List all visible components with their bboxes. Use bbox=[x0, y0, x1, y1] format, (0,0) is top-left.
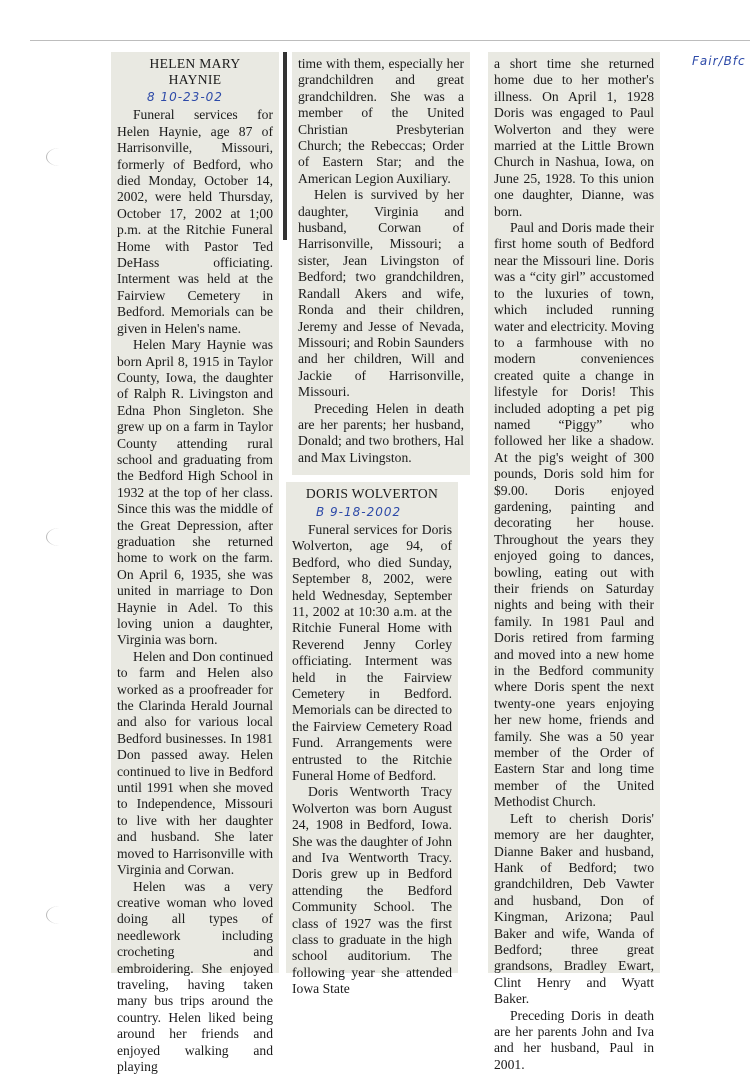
page-rule bbox=[30, 40, 750, 41]
obituary-paragraph: Helen and Don continued to farm and Helen also worked as a proofreader for the Clarinda Herald Journal and also for various local Bedford businesses. In 1981 Don passed away. Helen continued to live in Bedford until 1991 when she moved to Independence, Missouri to live with her daughter and husband. She later moved to Harrisonville with Virginia and Corwan. bbox=[117, 649, 273, 879]
obituary-paragraph: Helen is survived by her daughter, Virginia and husband, Corwan of Harrisonville, Missouri; a sister, Jean Livingston of Bedford; two grandchildren, Randall Akers and wife, Ronda and their children, Jeremy and Jesse of Nevada, Missouri; and Robin Saunders and her children, Will and Jackie of Harrisonville, Missouri. bbox=[298, 187, 464, 400]
obituary-paragraph: a short time she returned home due to her mother's illness. On April 1, 1928 Doris was engaged to Paul Wolverton and they were married at the Little Brown Church in Nashua, Iowa, on June 25, 1928. To this union one daughter, Dianne, was born. bbox=[494, 56, 654, 220]
handwritten-date: 8 10-23-02 bbox=[117, 89, 273, 105]
obituary-doris-column bbox=[286, 482, 458, 973]
column-divider bbox=[283, 52, 287, 240]
obituary-paragraph: Helen Mary Haynie was born April 8, 1915 in Taylor County, Iowa, the daughter of Ralph R. Livingston and Edna Phon Singleton. She grew up on a farm in Taylor County attending rural school and graduating from the Bedford High School in 1932 at the top of her class. Since this was the middle of the Great Depression, after graduation she returned home to work on the farm. On April 6, 1935, she was united in marriage to Don Haynie in Adel. To this loving union a daughter, Virginia was born. bbox=[117, 337, 273, 649]
obituary-paragraph: Doris Wentworth Tracy Wolverton was born August 24, 1908 in Bedford, Iowa. She was the daughter of John and Iva Wentworth Tracy. Doris grew up in Bedford attending the Bedford Community School. The class of 1927 was the first class to graduate in the high school auditorium. The following year she attended Iowa State bbox=[292, 784, 452, 997]
obituary-paragraph: Preceding Helen in death are her parents; her husband, Donald; and two brothers, Hal and Max Livingston. bbox=[298, 401, 464, 467]
obituary-helen-continued bbox=[292, 52, 470, 475]
obituary-heading: DORIS WOLVERTON bbox=[292, 486, 452, 502]
handwritten-annotation: Fair/Bfc bbox=[692, 54, 746, 68]
punch-hole-mark bbox=[46, 906, 73, 924]
obituary-helen-column bbox=[111, 52, 279, 973]
obituary-heading-line1: HELEN MARY bbox=[117, 56, 273, 72]
obituary-heading-line2: HAYNIE bbox=[117, 72, 273, 88]
obituary-paragraph: Helen was a very creative woman who loved doing all types of needlework including crocheting and embroidering. She enjoyed traveling, having taken many bus trips around the country. Helen liked being around her friends and enjoyed walking and playing bbox=[117, 879, 273, 1075]
handwritten-date: B 9-18-2002 bbox=[292, 504, 452, 520]
punch-hole-mark bbox=[46, 528, 73, 546]
obituary-paragraph: Paul and Doris made their first home south of Bedford near the Missouri line. Doris was a “city girl” accustomed to the luxuries of town, which included running water and electricity. Moving to a farmhouse with no modern conveniences created quite a change in lifestyle for Doris! This included adopting a pet pig named “Piggy” who followed her like a shadow. At the pig's weight of 300 pounds, Doris sold him for $9.00. Doris enjoyed gardening, painting and decorating her house. Throughout the years they enjoyed going to dances, bowling, eating out with their friends on Saturday nights and being with their family. In 1981 Paul and Doris retired from farming and moved into a new home in the Bedford community where Doris spent the next twenty-one years enjoying her new home, friends and family. She was a 50 year member of the Order of Eastern Star and long time member of the United Methodist Church. bbox=[494, 220, 654, 811]
punch-hole-mark bbox=[46, 148, 73, 166]
obituary-paragraph: Funeral services for Helen Haynie, age 87 of Harrisonville, Missouri, formerly of Bedford, who died Monday, October 14, 2002, were held Thursday, October 17, 2002 at 1;00 p.m. at the Ritchie Funeral Home with Pastor Ted DeHass officiating. Interment was held at the Fairview Cemetery in Bedford. Memorials can be given in Helen's name. bbox=[117, 107, 273, 337]
obituary-paragraph: Left to cherish Doris' memory are her daughter, Dianne Baker and husband, Hank of Bedford; two grandchildren, Deb Vawter and husband, Don of Kingman, Arizona; Paul Baker and wife, Wanda of Bedford; three great grandsons, Bradley Ewart, Clint Henry and Wyatt Baker. bbox=[494, 811, 654, 1008]
obituary-doris-continued bbox=[488, 52, 660, 973]
obituary-paragraph: time with them, especially her grandchildren and great grandchildren. She was a member of the United Christian Presbyterian Church; the Rebeccas; Order of Eastern Star; and the American Legion Auxiliary. bbox=[298, 56, 464, 187]
obituary-paragraph: Funeral services for Doris Wolverton, age 94, of Bedford, who died Sunday, September 8, 2002, were held Wednesday, September 11, 2002 at 10:30 a.m. at the Ritchie Funeral Home with Reverend Jenny Corley officiating. Interment was held in the Fairview Cemetery in Bedford. Memorials can be directed to the Fairview Cemetery Road Fund. Arrangements were entrusted to the Ritchie Funeral Home of Bedford. bbox=[292, 522, 452, 785]
obituary-paragraph: Preceding Doris in death are her parents John and Iva and her husband, Paul in 2001. bbox=[494, 1008, 654, 1074]
